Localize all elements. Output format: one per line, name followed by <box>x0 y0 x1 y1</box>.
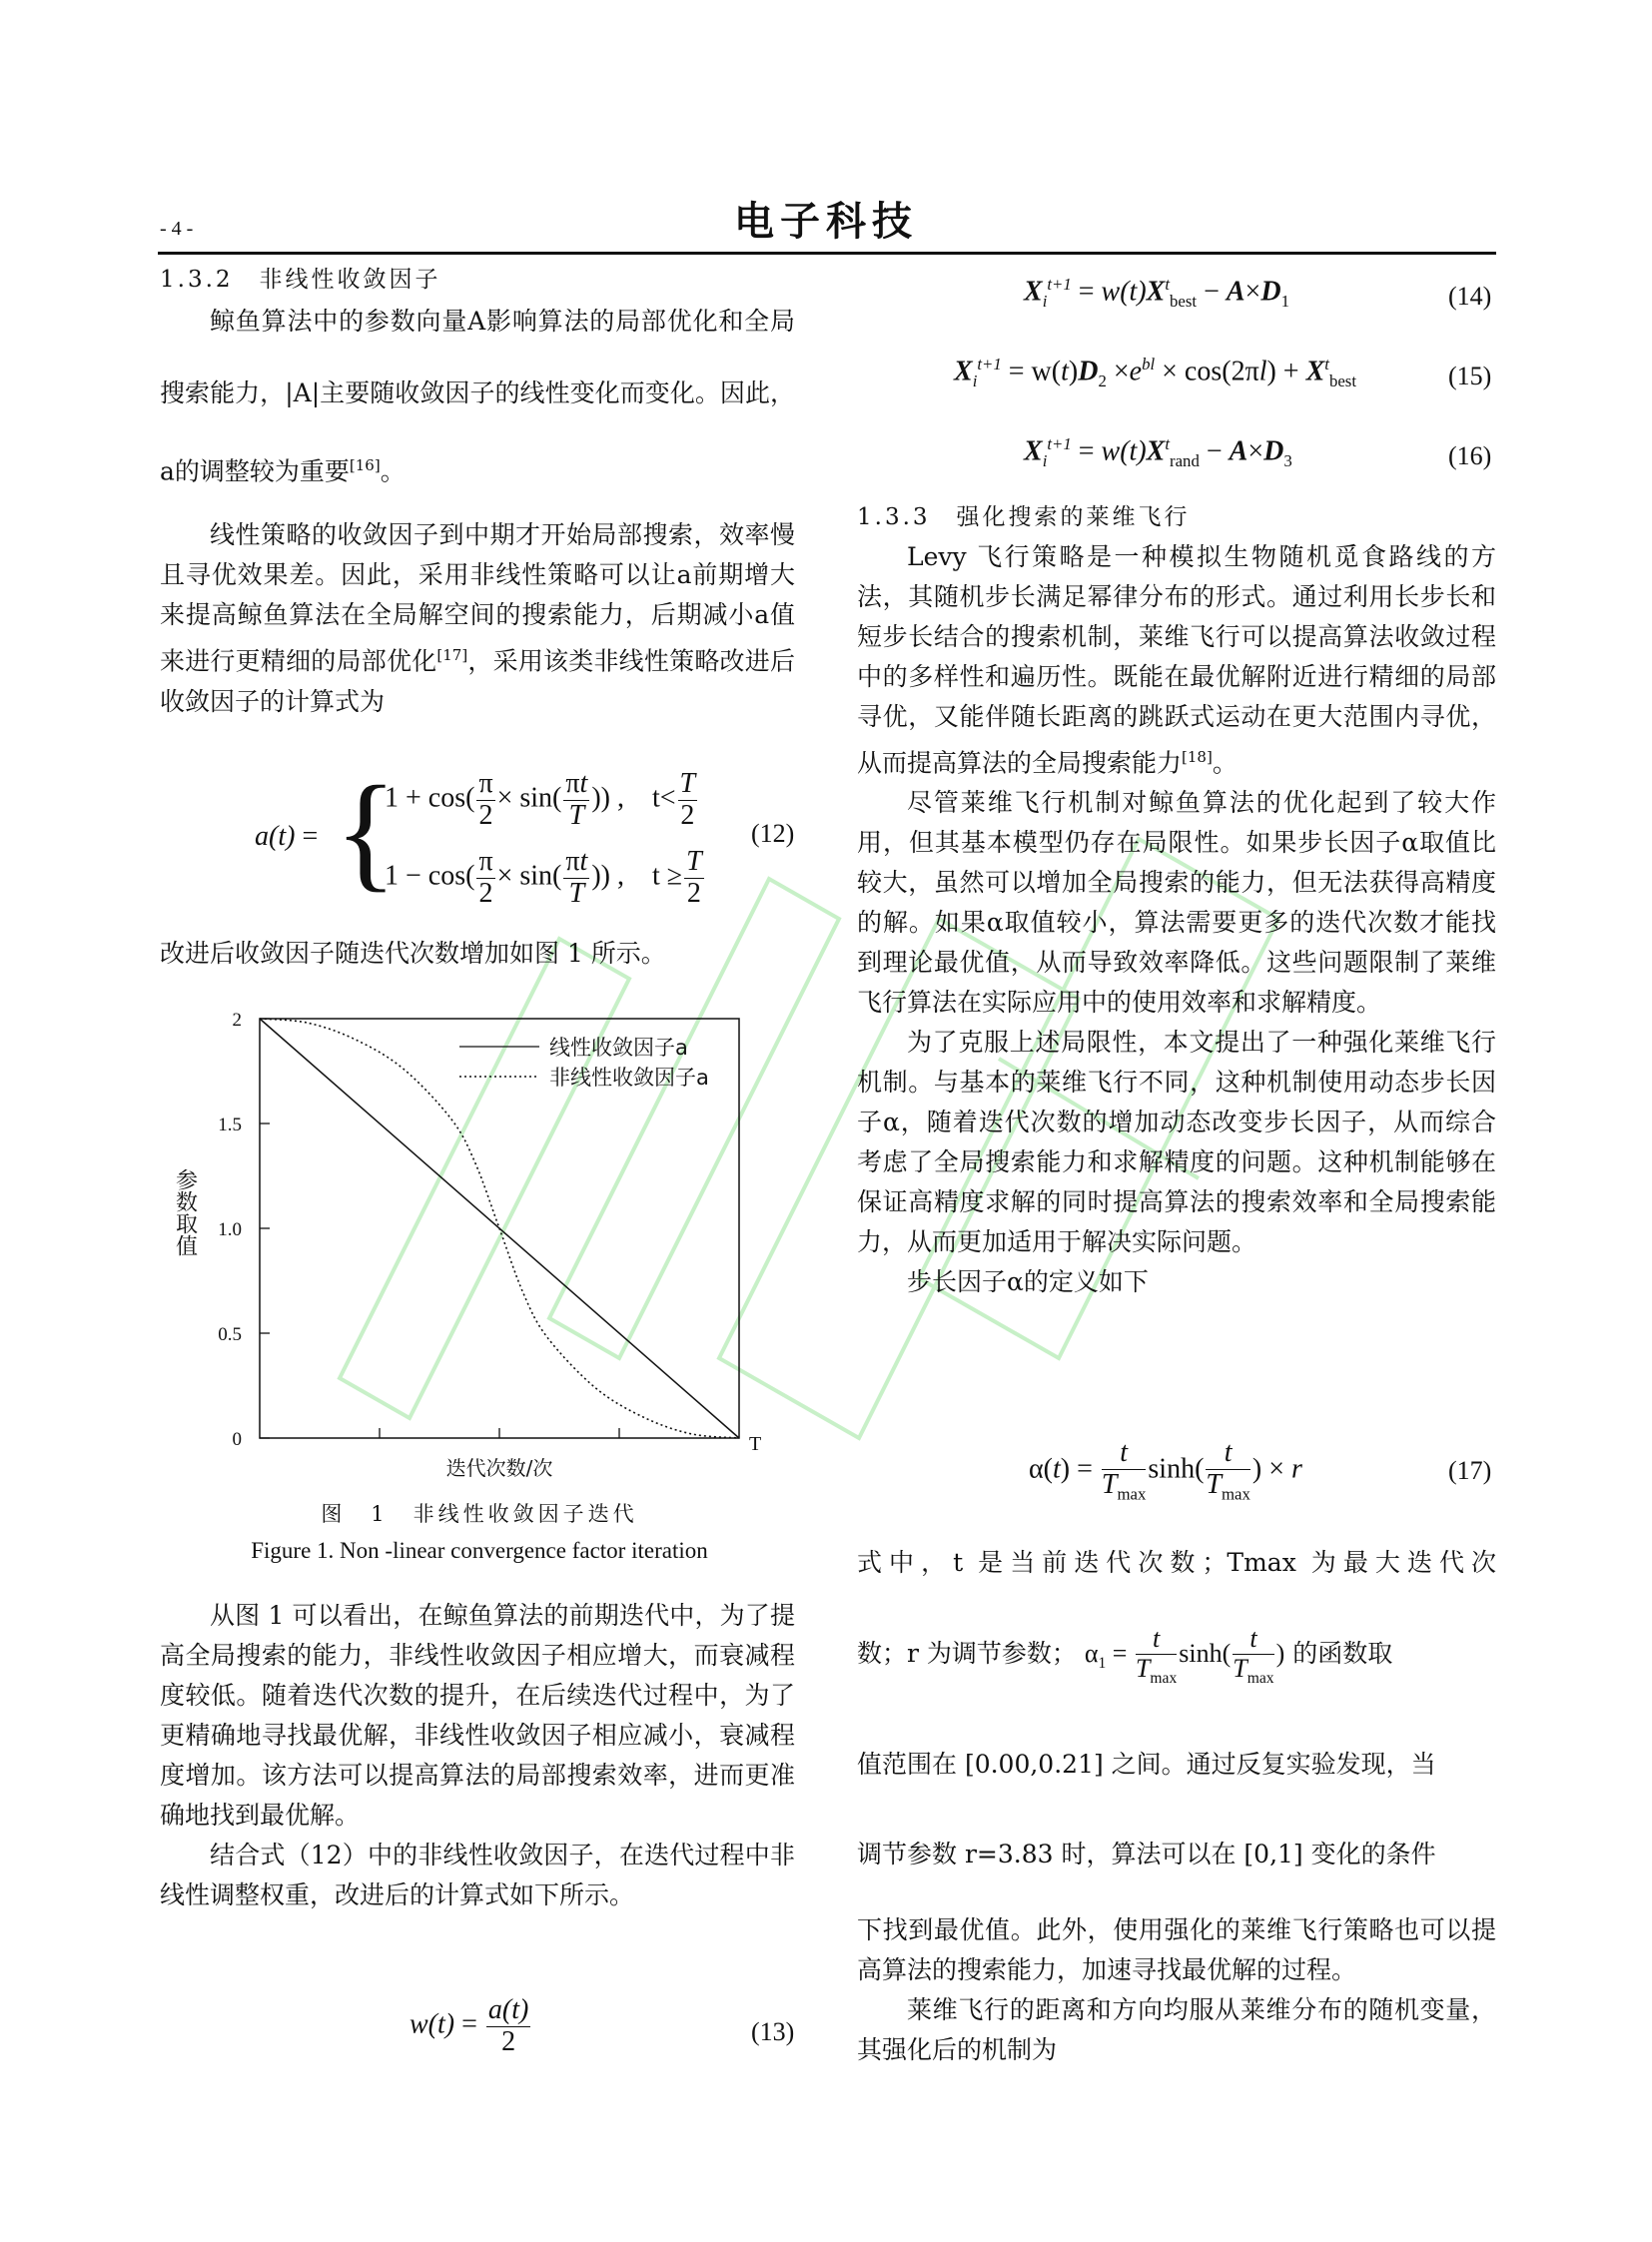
paragraph-levy-limitations: 尽管莱维飞行机制对鲸鱼算法的优化起到了较大作用，但其基本模型仍存在局限性。如果步长因子α取值比较大，虽然可以增加全局搜索的能力，但无法获得高精度的解。如果α取值较小，算法需要更多的迭代次数才能找到理论最优值，从而导致效率降低。这些问题限制了莱维飞行算法在实际应用中的使用效率和求解精度。 <box>857 788 1496 1018</box>
y-tick-label: 1.5 <box>218 1115 242 1135</box>
x-axis-label: 迭代次数/次 <box>445 1456 553 1480</box>
y-axis-ticks <box>218 1010 270 1450</box>
header-rule <box>158 252 1496 255</box>
line-value-range: 值范围在 [0.00,0.21] 之间。通过反复实验发现，当 <box>857 1749 1436 1779</box>
left-column-figure-intro <box>160 934 795 974</box>
citation-18: [18] <box>1182 748 1213 766</box>
left-column <box>160 260 795 722</box>
paragraph-nonlinear-strategy: 线性策略的收敛因子到中期才开始局部搜索，效率慢且寻优效果差。因此，采用非线性策略可以让a前期增大来提高鲸鱼算法在全局解空间的搜索能力，后期减小a值来进行更精细的局部优化[17]，采用该类非线性策略改进后收敛因子的计算式为 <box>160 520 795 716</box>
y-tick-label: 2 <box>232 1010 242 1031</box>
right-column <box>857 497 1496 1302</box>
figure-1-caption-cn: 图 1 非线性收敛因子迭代 <box>321 1502 638 1526</box>
right-column-lower <box>857 1543 1496 2070</box>
equation-17-number: (17) <box>1448 1456 1492 1485</box>
x-axis-ticks <box>380 1428 761 1455</box>
figure-1-chart <box>160 999 799 1538</box>
equation-16-number: (16) <box>1448 441 1492 470</box>
section-heading-1-3-3: 1.3.3 强化搜索的莱维飞行 <box>857 504 1191 530</box>
paragraph-optimal-value: 下找到最优值。此外，使用强化的莱维飞行策略也可以提高算法的搜索能力，加速寻找最优解的过程。 <box>857 1914 1496 1984</box>
legend-nonlinear-label: 非线性收敛因子a <box>549 1066 709 1090</box>
x-tick-label: T <box>749 1433 762 1455</box>
paragraph-step-factor-def: 步长因子α的定义如下 <box>907 1267 1149 1297</box>
citation-17: [17] <box>436 646 468 665</box>
paragraph-figure-reference: 改进后收敛因子随迭代次数增加如图 1 所示。 <box>160 939 666 968</box>
equation-12-number: (12) <box>751 819 795 848</box>
line-variable-def-2: 数；r 为调节参数； $\alpha_1$ = $\frac{t}{T_{max}}$ sinh( $\frac{t}{T_{max}}$ ) 的函数取 <box>857 1624 1393 1687</box>
equation-15: $X_i^{t+1} = w(t)D_2 \times e^{bl} \times \cos(2\pi l) + X^t_{best}$ <box>954 355 1357 390</box>
journal-title: 电子科技 <box>734 198 918 245</box>
paragraph-levy-flight: Levy 飞行策略是一种模拟生物随机觅食路线的方法，其随机步长满足幂律分布的形式。通过利用长步长和短步长结合的搜索机制，莱维飞行可以提高算法收敛过程中的多样性和遍历性。既能在最优解附近进行精细的局部寻优，又能伴随长距离的跳跃式运动在更大范围内寻优，从而提高算法的全局搜索能力[18]。 <box>857 542 1496 778</box>
left-column-lower <box>160 1596 795 1915</box>
citation-16: [16] <box>349 456 381 474</box>
line-variable-def-1: 式中，t 是当前迭代次数；Tmax 为最大迭代次 <box>857 1548 1496 1577</box>
equation-14-number: (14) <box>1448 282 1492 311</box>
equation-17: α(t) = $\frac{t}{T_{max}}$ sinh( $\frac{t}{T_{max}}$ ) × r <box>1029 1437 1302 1504</box>
paragraph-weight-adjust: 结合式（12）中的非线性收敛因子，在迭代过程中非线性调整权重，改进后的计算式如下所示。 <box>160 1841 795 1909</box>
paragraph-parameter-vector: 鲸鱼算法中的参数向量A影响算法的局部优化和全局搜索能力，|A|主要随收敛因子的线性变化而变化。因此，a的调整较为重要[16]。 <box>160 307 795 486</box>
legend-linear-label: 线性收敛因子a <box>549 1036 688 1060</box>
paragraph-figure-analysis: 从图 1 可以看出，在鲸鱼算法的前期迭代中，为了提高全局搜索的能力，非线性收敛因子相应增大，而衰减程度较低。随着迭代次数的提升，在后续迭代过程中，为了更精确地寻找最优解，非线性收敛因子相应减小，衰减程度增加。该方法可以提高算法的局部搜索效率，进而更准确地找到最优解。 <box>160 1601 795 1830</box>
equation-13-number: (13) <box>751 2017 795 2046</box>
page-number: - 4 - <box>160 218 194 240</box>
line-param-r: 调节参数 r=3.83 时，算法可以在 [0,1] 变化的条件 <box>857 1839 1436 1868</box>
y-tick-label: 0.5 <box>218 1324 242 1345</box>
section-heading-1-3-2: 1.3.2 非线性收敛因子 <box>160 267 441 293</box>
y-tick-label: 1.0 <box>218 1219 242 1240</box>
equation-13: w(t) = $\frac{a(t)}{2}$ <box>410 1994 529 2057</box>
y-tick-label: 0 <box>232 1429 242 1450</box>
equation-15-number: (15) <box>1448 362 1492 390</box>
equation-16: $X_i^{t+1} = w(t)X^t_{rand} - A\times D_3$ <box>1024 434 1292 470</box>
figure-1-caption-en: Figure 1. Non -linear convergence factor iteration <box>251 1538 708 1563</box>
paragraph-levy-distribution: 莱维飞行的距离和方向均服从莱维分布的随机变量，其强化后的机制为 <box>857 1994 1496 2064</box>
y-axis-label: 参数取值 <box>172 1168 198 1256</box>
inline-alpha1-formula: $\alpha_1$ = $\frac{t}{T_{max}}$ sinh( $\frac{t}{T_{max}}$ ) <box>1084 1624 1285 1687</box>
paragraph-enhanced-levy: 为了克服上述局限性，本文提出了一种强化莱维飞行机制。与基本的莱维飞行不同，这种机制使用动态步长因子α，随着迭代次数的增加动态改变步长因子，从而综合考虑了全局搜索能力和求解精度的问题。这种机制能够在保证高精度求解的同时提高算法的搜索效率和全局搜索能力，从而更加适用于解决实际问题。 <box>857 1028 1496 1257</box>
equation-14: $X_i^{t+1} = w(t)X^t_{best} - A\times D_1$ <box>1024 275 1289 311</box>
